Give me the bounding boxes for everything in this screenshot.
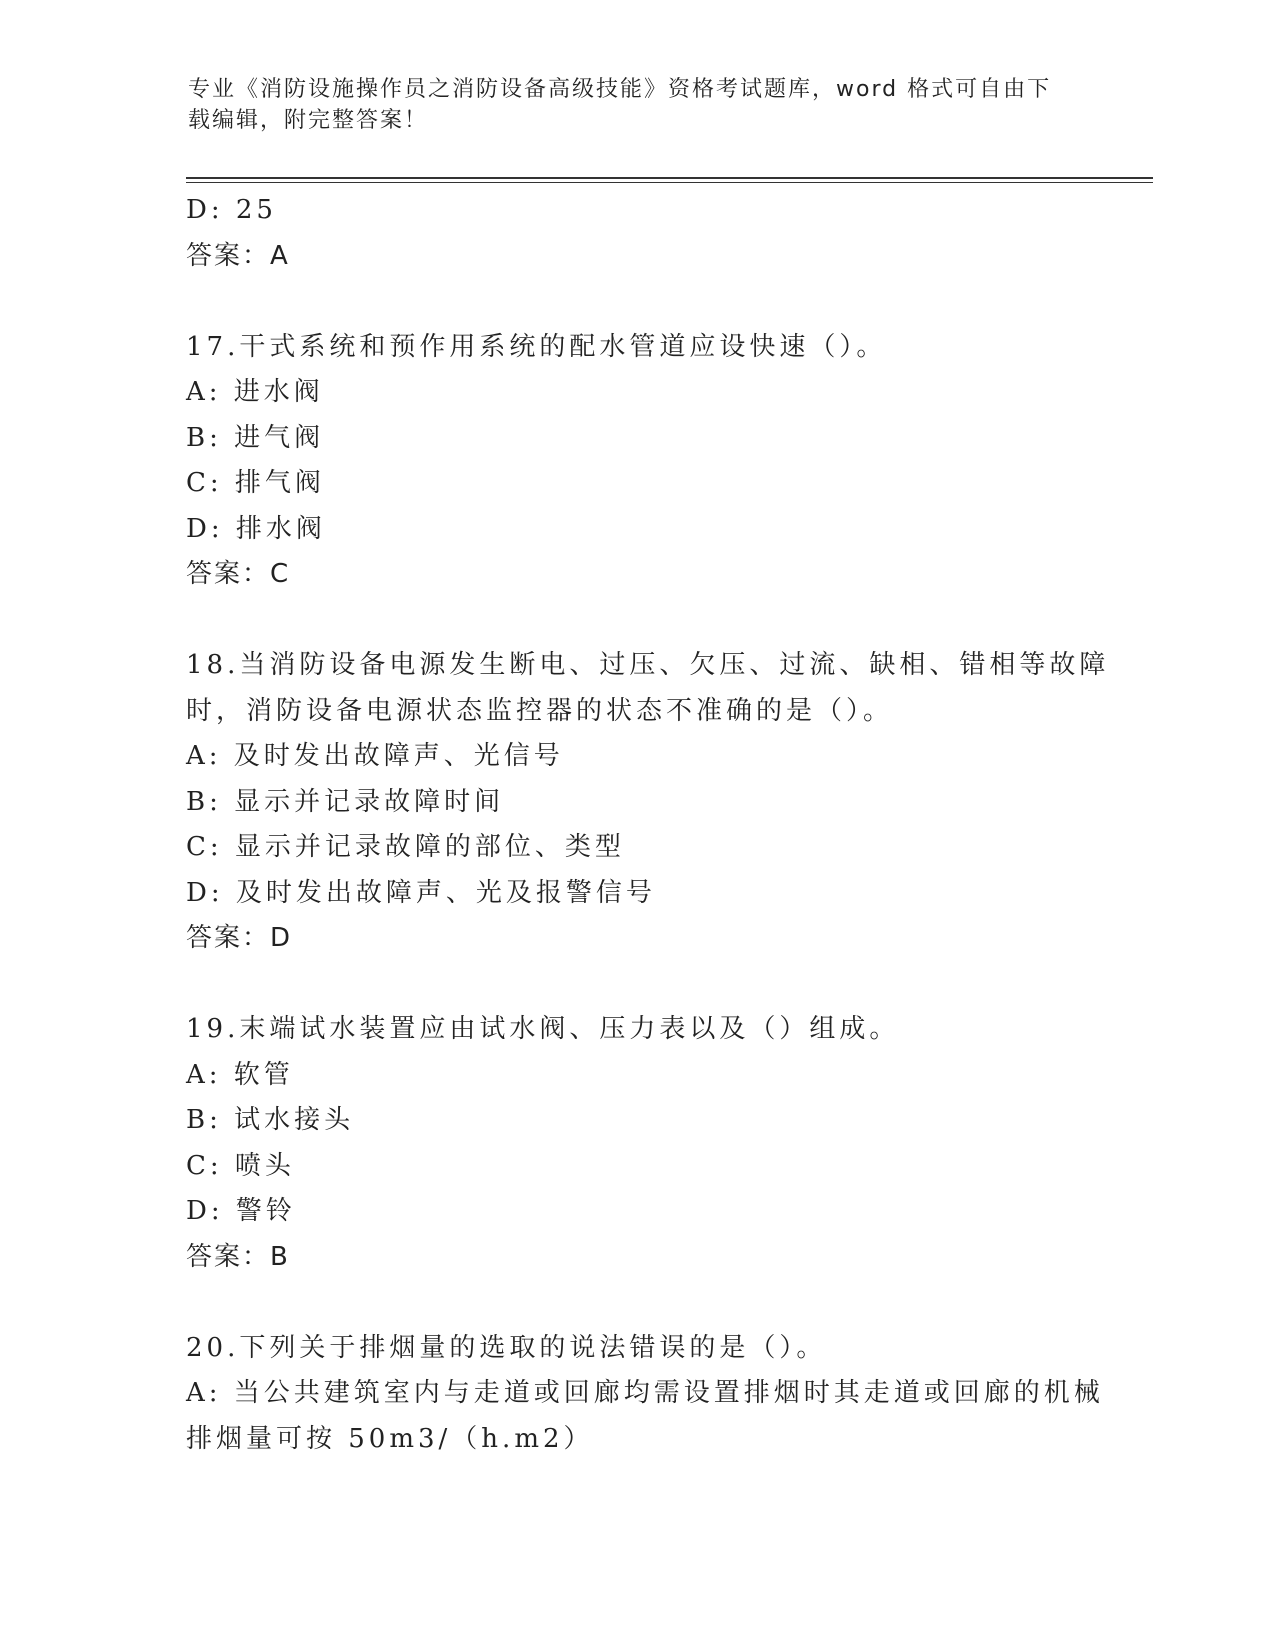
option-b: B: 显示并记录故障时间	[186, 786, 505, 817]
question-content	[186, 188, 1110, 1462]
answer-line: 答案：A	[186, 240, 290, 271]
option-b: B: 进气阀	[186, 422, 325, 453]
question-stem: 20.下列关于排烟量的选取的说法错误的是（）。	[186, 1332, 827, 1363]
option-c: C: 排气阀	[186, 468, 325, 498]
question-17	[186, 325, 1086, 598]
option-c: C: 喷头	[186, 1150, 295, 1181]
question-stem-continued: 时，消防设备电源状态监控器的状态不准确的是（）。	[186, 695, 894, 726]
option-d: D: 警铃	[186, 1196, 296, 1226]
header-line-1: 专业《消防设施操作员之消防设备高级技能》资格考试题库，word 格式可自由下	[188, 77, 1052, 102]
question-20	[186, 1326, 1104, 1463]
option-c: C: 显示并记录故障的部位、类型	[186, 832, 625, 862]
option-d: D: 排水阀	[186, 513, 326, 544]
answer-line: 答案：D	[186, 923, 293, 953]
question-16-tail	[186, 188, 1086, 279]
header-divider-thin	[186, 182, 1153, 183]
option-a: A: 进水阀	[186, 377, 324, 407]
option-a: A: 及时发出故障声、光信号	[186, 741, 564, 771]
option-b: B: 试水接头	[186, 1105, 355, 1135]
option-a: A: 软管	[186, 1059, 294, 1090]
question-stem: 18.当消防设备电源发生断电、过压、欠压、过流、缺相、错相等故障	[186, 650, 1110, 680]
option-d: D: 25	[186, 195, 277, 225]
answer-line: 答案：C	[186, 559, 291, 589]
document-header	[188, 74, 1068, 136]
question-stem: 19.末端试水装置应由试水阀、压力表以及（）组成。	[186, 1014, 900, 1044]
option-a: A: 当公共建筑室内与走道或回廊均需设置排烟时其走道或回廊的机械	[186, 1378, 1104, 1408]
question-stem: 17.干式系统和预作用系统的配水管道应设快速（）。	[186, 331, 887, 362]
option-d: D: 及时发出故障声、光及报警信号	[186, 877, 656, 908]
question-18	[186, 643, 1110, 962]
header-line-2: 载编辑，附完整答案！	[188, 108, 429, 133]
question-19	[186, 1007, 1086, 1280]
answer-line: 答案：B	[186, 1241, 290, 1272]
header-divider-thick	[186, 177, 1153, 179]
option-a-continued: 排烟量可按 50m3/（h.m2）	[186, 1423, 594, 1454]
